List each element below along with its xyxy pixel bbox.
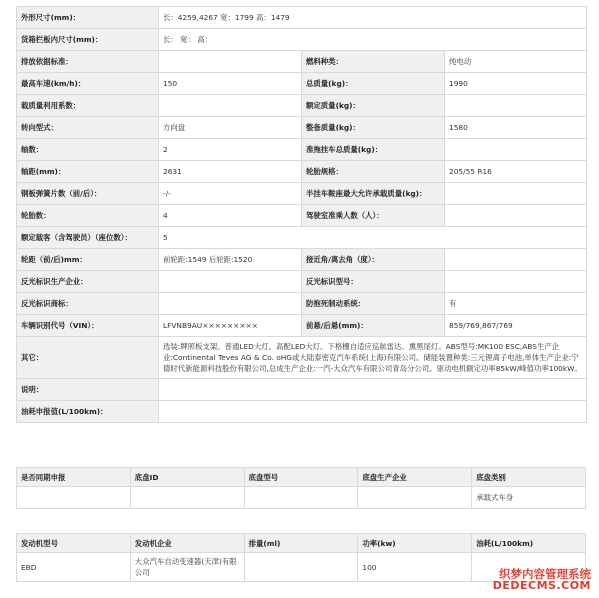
spec-value	[445, 139, 587, 161]
engine-header-cell: 油耗(L/100km)	[472, 534, 586, 553]
engine-value-cell: EBD	[17, 553, 131, 582]
spec-row	[17, 205, 587, 227]
chassis-value-cell	[17, 487, 131, 509]
spec-label: 其它：	[17, 337, 159, 379]
spec-value: 1990	[445, 73, 587, 95]
spec-label: 额定质量(kg)：	[302, 95, 445, 117]
spec-value: 2	[159, 139, 302, 161]
spec-label: 油耗申报值(L/100km)：	[17, 401, 159, 423]
spec-label: 载质量利用系数：	[17, 95, 159, 117]
spec-label: 外形尺寸(mm)：	[17, 7, 159, 29]
engine-header-cell: 发动机企业	[130, 534, 244, 553]
spec-value	[159, 51, 302, 73]
spec-row	[17, 51, 587, 73]
spec-value: 有	[445, 293, 587, 315]
spec-value: -/-	[159, 183, 302, 205]
spec-row	[17, 117, 587, 139]
spec-row	[17, 29, 587, 51]
chassis-table	[16, 467, 586, 509]
spec-value: 859/769,867/769	[445, 315, 587, 337]
spec-row	[17, 161, 587, 183]
spec-value: 方向盘	[159, 117, 302, 139]
spec-row	[17, 73, 587, 95]
spec-label: 燃料种类：	[302, 51, 445, 73]
spec-value: 1580	[445, 117, 587, 139]
spec-other-value: 选装:牌照板支架。普通LED大灯。高配LED大灯。下格栅自适应巡航雷达。熏黑尾灯。ABS型号:MK100 ESC,ABS生产企业:Continental Teves AG & Co. oHG或大陆泰密克汽车系统(上海)有限公司。储能装置种类:三元锂离子电池,单体生产企业:宁德时代新能源科技股份有限公司,总成生产企业:一汽-大众汽车有限公司青岛分公司。驱动电机额定功率85kW/峰值功率100kW。	[159, 337, 587, 379]
chassis-value-cell	[244, 487, 358, 509]
spec-label: 最高车速(km/h)：	[17, 73, 159, 95]
engine-header-cell: 功率(kw)	[358, 534, 472, 553]
spec-label: 额定载客（含驾驶员）（座位数）：	[17, 227, 159, 249]
spec-row	[17, 379, 587, 401]
spec-label: 反光标识型号：	[302, 271, 445, 293]
spec-label: 总质量(kg)：	[302, 73, 445, 95]
engine-value-cell: 大众汽车自动变速器(天津)有限公司	[130, 553, 244, 582]
spec-label: 轮胎规格：	[302, 161, 445, 183]
spec-value: 前轮距:1549 后轮距:1520	[159, 249, 302, 271]
spec-value	[159, 379, 587, 401]
chassis-value-cell	[358, 487, 472, 509]
vehicle-spec-table	[16, 6, 587, 423]
chassis-header-cell: 是否同期申报	[17, 468, 131, 487]
spec-row	[17, 183, 587, 205]
spec-label: 轮距（前/后)mm：	[17, 249, 159, 271]
engine-header-cell: 发动机型号	[17, 534, 131, 553]
chassis-value-cell	[130, 487, 244, 509]
chassis-header-cell: 底盘生产企业	[358, 468, 472, 487]
engine-value-cell: 100	[358, 553, 472, 582]
spec-row	[17, 271, 587, 293]
spec-value	[445, 249, 587, 271]
chassis-value-cell: 承载式车身	[472, 487, 586, 509]
spec-value: 纯电动	[445, 51, 587, 73]
spec-label: 准拖挂车总质量(kg)：	[302, 139, 445, 161]
spec-label: 货箱栏板内尺寸(mm)：	[17, 29, 159, 51]
spec-label: 排放依据标准：	[17, 51, 159, 73]
spec-value	[159, 401, 587, 423]
spec-value: 长： 宽： 高：	[159, 29, 587, 51]
spec-value	[445, 205, 587, 227]
spec-label: 转向型式：	[17, 117, 159, 139]
engine-value-cell	[244, 553, 358, 582]
engine-header-cell: 排量(ml)	[244, 534, 358, 553]
spec-label: 钢板弹簧片数（前/后）：	[17, 183, 159, 205]
spec-value	[445, 95, 587, 117]
spec-row	[17, 95, 587, 117]
spec-label: 防抱死制动系统：	[302, 293, 445, 315]
spec-value: 长：4259,4267 宽：1799 高：1479	[159, 7, 587, 29]
engine-header-row	[17, 534, 586, 553]
spec-label: 轮胎数：	[17, 205, 159, 227]
spec-value: 2631	[159, 161, 302, 183]
chassis-header-cell: 底盘型号	[244, 468, 358, 487]
spec-label: 半挂车鞍座最大允许承载质量(kg)：	[302, 183, 445, 205]
watermark-line-2: DEDECMS.COM	[492, 579, 591, 593]
spec-label: 驾驶室准乘人数（人）：	[302, 205, 445, 227]
spec-value: 150	[159, 73, 302, 95]
spec-row	[17, 139, 587, 161]
chassis-header-cell: 底盘类别	[472, 468, 586, 487]
spec-value: 5	[159, 227, 587, 249]
spec-value	[159, 271, 302, 293]
spec-label: 说明：	[17, 379, 159, 401]
spec-row	[17, 337, 587, 379]
spec-value: 4	[159, 205, 302, 227]
spec-value	[445, 271, 587, 293]
spec-value	[159, 293, 302, 315]
chassis-header-row	[17, 468, 586, 487]
spec-row	[17, 7, 587, 29]
watermark-line-1: 织梦内容管理系统	[499, 567, 591, 582]
spec-row	[17, 227, 587, 249]
spec-label: 前悬/后悬(mm)：	[302, 315, 445, 337]
spec-row	[17, 315, 587, 337]
site-watermark	[493, 568, 591, 592]
spec-value	[445, 183, 587, 205]
spec-label: 轴距(mm)：	[17, 161, 159, 183]
spec-row	[17, 249, 587, 271]
chassis-data-row	[17, 487, 586, 509]
spec-label: 车辆识别代号（VIN）：	[17, 315, 159, 337]
chassis-header-cell: 底盘ID	[130, 468, 244, 487]
spec-label: 轴数：	[17, 139, 159, 161]
spec-row	[17, 401, 587, 423]
spec-value: 205/55 R16	[445, 161, 587, 183]
spec-label: 反光标识商标：	[17, 293, 159, 315]
spec-label: 整备质量(kg)：	[302, 117, 445, 139]
spec-label: 接近角/离去角（度）：	[302, 249, 445, 271]
spec-label: 反光标识生产企业：	[17, 271, 159, 293]
spec-value: LFVNB9AU×××××××××	[159, 315, 302, 337]
spec-value	[159, 95, 302, 117]
spec-row	[17, 293, 587, 315]
